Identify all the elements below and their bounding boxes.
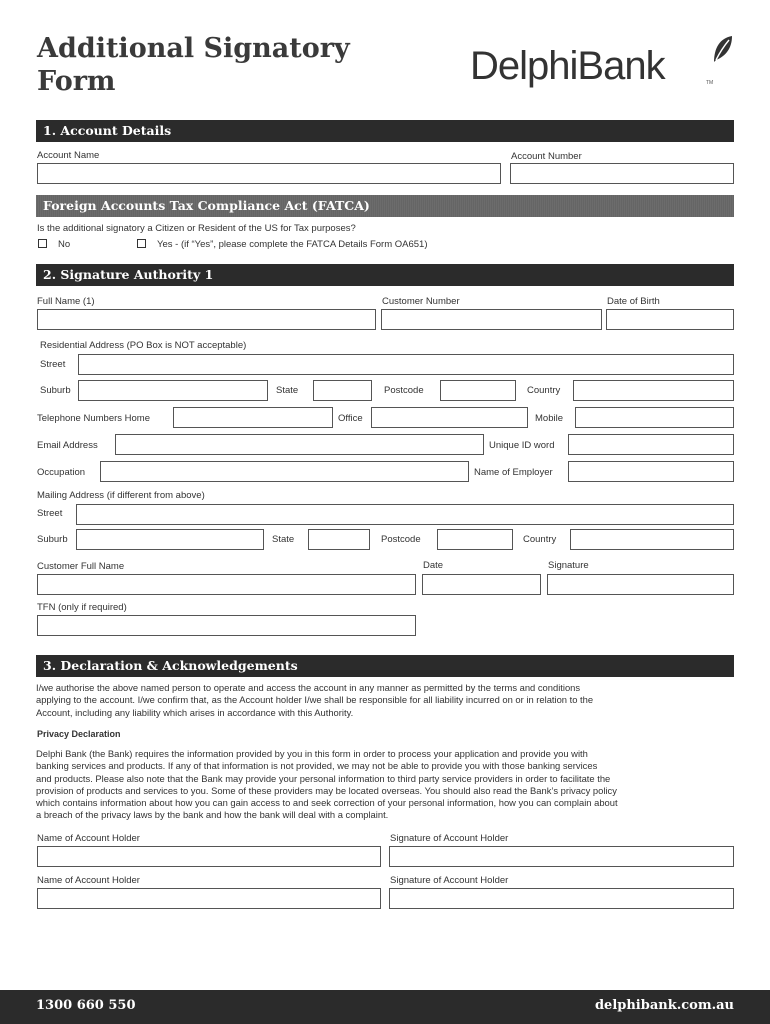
employer-field[interactable] [568,461,734,482]
full-name-field[interactable] [37,309,376,330]
holder-name-field-2[interactable] [37,888,381,909]
email-label: Email Address [37,440,98,451]
logo-tm: TM [706,80,714,86]
tfn-field[interactable] [37,615,416,636]
section-3-heading: 3. Declaration & Acknowledgements [36,655,734,677]
mailing-street-label: Street [37,508,63,519]
form-title [37,32,350,98]
unique-id-field[interactable] [568,434,734,455]
mailing-street-field[interactable] [76,504,734,525]
logo-text: DelphiBank [470,44,665,88]
mailing-postcode-label: Postcode [381,534,421,545]
mailing-state-field[interactable] [308,529,370,550]
residential-address-label: Residential Address (PO Box is NOT acceptable) [40,340,247,351]
holder-signature-field-1[interactable] [389,846,734,867]
customer-number-label: Customer Number [382,296,460,307]
country-field[interactable] [573,380,734,401]
fatca-question: Is the additional signatory a Citizen or Resident of the US for Tax purposes? [37,223,356,234]
fatca-heading: Foreign Accounts Tax Compliance Act (FATCA) [36,195,734,217]
occupation-field[interactable] [100,461,469,482]
state-label: State [276,385,299,396]
telephone-home-field[interactable] [173,407,333,428]
declaration-line: I/we authorise the above named person to operate and access the account in any manner as permitted by the terms and conditions [36,682,581,693]
footer-bar [0,990,770,1024]
account-number-label: Account Number [511,151,582,162]
office-label: Office [338,413,363,424]
dob-label: Date of Birth [607,296,660,307]
title-line-2: Form [37,66,116,97]
occupation-label: Occupation [37,467,86,478]
mailing-state-label: State [272,534,295,545]
customer-full-name-field[interactable] [37,574,416,595]
footer-phone: 1300 660 550 [36,998,136,1013]
state-field[interactable] [313,380,372,401]
footer-website: delphibank.com.au [594,998,734,1013]
signature-field[interactable] [547,574,734,595]
employer-label: Name of Employer [474,467,553,478]
holder-signature-label-1: Signature of Account Holder [390,833,509,844]
date-label: Date [423,560,444,571]
tfn-label: TFN (only if required) [37,602,127,613]
mailing-suburb-label: Suburb [37,534,68,545]
account-number-field[interactable] [510,163,734,184]
delphi-bank-logo [470,34,735,96]
signature-label: Signature [548,560,589,571]
privacy-line: Delphi Bank (the Bank) requires the information provided by you in this form in order to process your application and provide you with [36,748,588,759]
section-1-heading: 1. Account Details [36,120,734,142]
declaration-line: applying to the account. I/we confirm that, as the Account holder I/we shall be responsible for all liability incurred on or in relation to the [36,694,594,706]
dob-field[interactable] [606,309,734,330]
postcode-label: Postcode [384,385,424,396]
declaration-line: Account, including any liability which arises in accordance with this Authority. [36,706,354,718]
office-field[interactable] [371,407,528,428]
customer-number-field[interactable] [381,309,602,330]
holder-name-label-1: Name of Account Holder [37,833,140,844]
mobile-field[interactable] [575,407,734,428]
customer-full-name-label: Customer Full Name [37,561,125,572]
mailing-country-field[interactable] [570,529,734,550]
title-line-1: Additional Signatory [37,33,350,64]
full-name-label: Full Name (1) [37,296,95,307]
unique-id-label: Unique ID word [489,440,555,451]
privacy-line: and products. Please also note that the Bank may provide your personal information to third party service providers in order to facilitate the [36,772,611,784]
mailing-postcode-field[interactable] [437,529,513,550]
postcode-field[interactable] [440,380,516,401]
email-field[interactable] [115,434,484,455]
account-name-field[interactable] [37,163,501,184]
fatca-yes-checkbox[interactable] [137,239,146,248]
declaration-text [36,682,736,719]
street-field[interactable] [78,354,734,375]
privacy-line: a breach of the privacy laws by the bank and how the bank will deal with a complaint. [36,809,389,821]
fatca-no-checkbox[interactable] [38,239,47,248]
suburb-label: Suburb [40,385,71,396]
fatca-no-label: No [58,239,71,250]
street-label: Street [40,359,66,370]
privacy-line: provision of products and services to you. Some of these providers may be located overseas. You should also read the Bank’s privacy policy [36,784,617,796]
suburb-field[interactable] [78,380,268,401]
country-label: Country [527,385,561,396]
privacy-line: which contains information about how you can gain access to and seek correction of your personal information, how you can complain about [36,797,618,809]
leaf-icon [708,34,734,64]
holder-name-label-2: Name of Account Holder [37,875,140,886]
date-field[interactable] [422,574,541,595]
holder-name-field-1[interactable] [37,846,381,867]
mailing-suburb-field[interactable] [76,529,264,550]
privacy-line: banking services and products. If any of that information is not provided, we may not be able to provide you with those banking services [36,760,598,772]
telephone-home-label: Telephone Numbers Home [37,413,151,424]
mailing-address-label: Mailing Address (if different from above) [37,490,205,501]
privacy-text [36,748,736,822]
mobile-label: Mobile [535,413,563,424]
account-name-label: Account Name [37,150,100,161]
holder-signature-label-2: Signature of Account Holder [390,875,509,886]
holder-signature-field-2[interactable] [389,888,734,909]
fatca-yes-label: Yes - (if “Yes”, please complete the FATCA Details Form OA651) [157,239,428,250]
privacy-heading: Privacy Declaration [37,729,121,739]
mailing-country-label: Country [523,534,557,545]
section-2-heading: 2. Signature Authority 1 [36,264,734,286]
